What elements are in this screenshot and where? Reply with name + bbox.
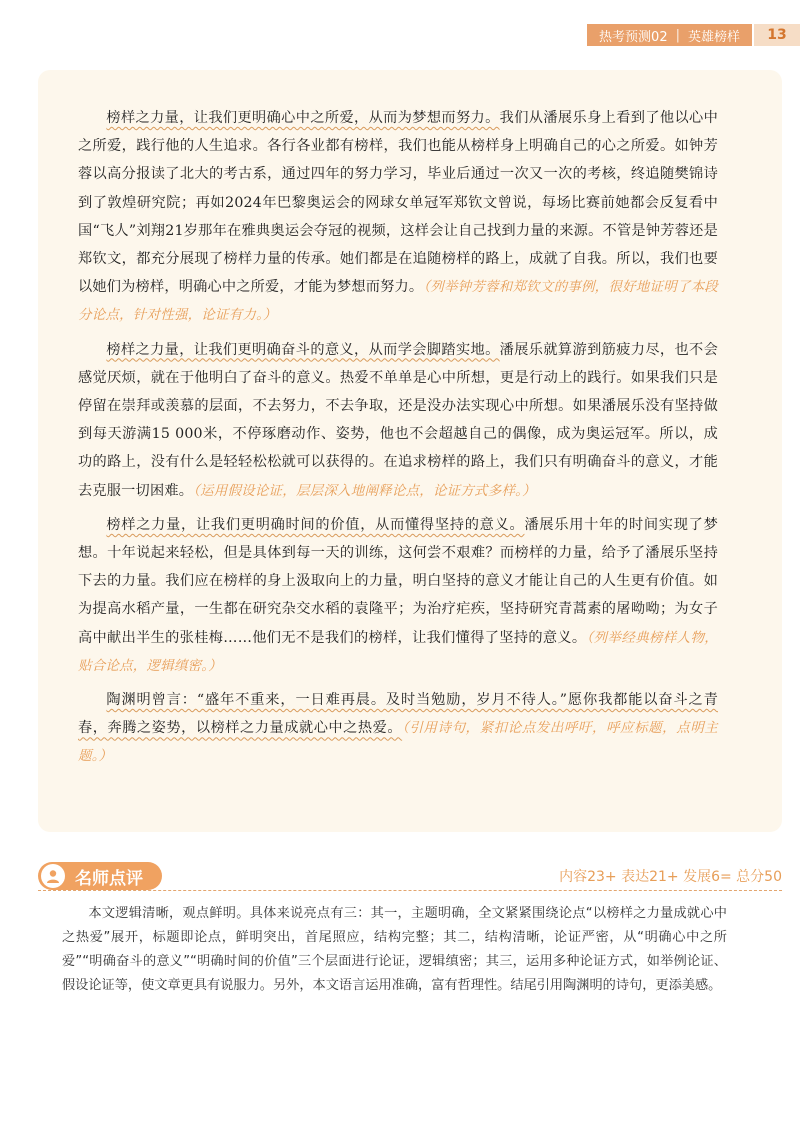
review-header <box>38 862 782 891</box>
review-badge <box>38 862 162 890</box>
essay-body <box>78 104 718 777</box>
paragraph-2-body: 潘展乐就算游到筋疲力尽，也不会感觉厌烦，就在于他明白了奋斗的意义。热爱不单单是心中所想，更是行动上的践行。如果我们只是停留在崇拜或羡慕的层面，不去努力，不去争取，还是没办法实现心中所想。如果潘展乐没有坚持做到每天游满15 000米，不停琢磨动作、姿势，他也不会超越自己的偶像，成为奥运冠军。所以，成功的路上，没有什么是轻轻松松就可以获得的。在追求榜样的路上，我们只有明确奋斗的意义，才能去克服一切困难。 <box>78 341 718 499</box>
essay-paragraph-2 <box>78 336 718 505</box>
paragraph-2-topic-sentence: 榜样之力量，让我们更明确奋斗的意义，从而学会脚踏实地。 <box>106 341 500 358</box>
paragraph-1-comment: （列举钟芳蓉和郑钦文的事例，很好地证明了本段分论点，针对性强，论证有力。） <box>78 279 718 324</box>
paragraph-3-topic-sentence: 榜样之力量，让我们更明确时间的价值，从而懂得坚持的意义。 <box>106 516 525 533</box>
review-title: 名师点评 <box>75 868 143 889</box>
essay-paragraph-4 <box>78 686 718 771</box>
review-text: 本文逻辑清晰，观点鲜明。具体来说亮点有三：其一，主题明确，全文紧紧围绕论点“以榜样之力量成就心中之热爱”展开，标题即论点，鲜明突出，首尾照应，结构完整；其二，结构清晰，论证严密，从“明确心中之所爱”“明确奋斗的意义”“明确时间的价值”三个层面进行论证，逻辑缜密；其三，运用多种论证方式，如举例论证、假设论证等，使文章更具有说服力。另外，本文语言运用准确，富有哲理性。结尾引用陶渊明的诗句，更添美感。 <box>62 906 727 993</box>
page-header <box>587 24 800 46</box>
paragraph-3-comment: （列举经典榜样人物，贴合论点，逻辑缜密。） <box>78 629 718 674</box>
paragraph-1-body: 我们从潘展乐身上看到了他以心中之所爱，践行他的人生追求。各行各业都有榜样，我们也能从榜样身上明确自己的心之所爱。如钟芳蓉以高分报读了北大的考古系，通过四年的努力学习，毕业后通过一次又一次的考核，终追随樊锦诗到了敦煌研究院；再如2024年巴黎奥运会的网球女单冠军郑钦文曾说，每场比赛前她都会反复看中国“飞人”刘翔21岁那年在雅典奥运会夺冠的视频，这样会让自己找到力量的来源。不管是钟芳蓉还是郑钦文，都充分展现了榜样力量的传承。她们都是在追随榜样的路上，成就了自我。所以，我们也要以她们为榜样，明确心中之所爱，才能为梦想而努力。 <box>78 110 718 296</box>
header-separator: | <box>675 27 680 43</box>
paragraph-2-comment: （运用假设论证，层层深入地阐释论点，论证方式多样。） <box>193 482 536 499</box>
paragraph-4-conclusion: 陶渊明曾言：“盛年不重来，一日难再晨。及时当勉励，岁月不待人。”愿你我都能以奋斗之青春，奔腾之姿势，以榜样之力量成就心中之热爱。 <box>78 692 718 737</box>
score-summary: 内容23+ 表达21+ 发展6= 总分50 <box>559 869 782 885</box>
header-section: 热考预测02 <box>599 29 668 45</box>
header-label <box>587 24 752 46</box>
paragraph-3-body: 潘展乐用十年的时间实现了梦想。十年说起来轻松，但是具体到每一天的训练，这何尝不艰难？而榜样的力量，给予了潘展乐坚持下去的力量。我们应在榜样的身上汲取向上的力量，明白坚持的意义才能让自己的人生更有价值。如为提高水稻产量，一生都在研究杂交水稻的袁隆平；为治疗疟疾，坚持研究青蒿素的屠呦呦；为女子高中献出半生的张桂梅……他们无不是我们的榜样，让我们懂得了坚持的意义。 <box>78 516 718 646</box>
page-number: 13 <box>754 24 800 46</box>
essay-paragraph-1 <box>78 104 718 330</box>
teacher-avatar-icon <box>41 864 65 888</box>
essay-paragraph-3 <box>78 511 718 680</box>
paragraph-1-topic-sentence: 榜样之力量，让我们更明确心中之所爱，从而为梦想而努力。 <box>106 110 500 126</box>
paragraph-4-comment: （引用诗句，紧扣论点发出呼吁，呼应标题，点明主题。） <box>78 720 718 765</box>
header-topic: 英雄榜样 <box>687 29 740 45</box>
